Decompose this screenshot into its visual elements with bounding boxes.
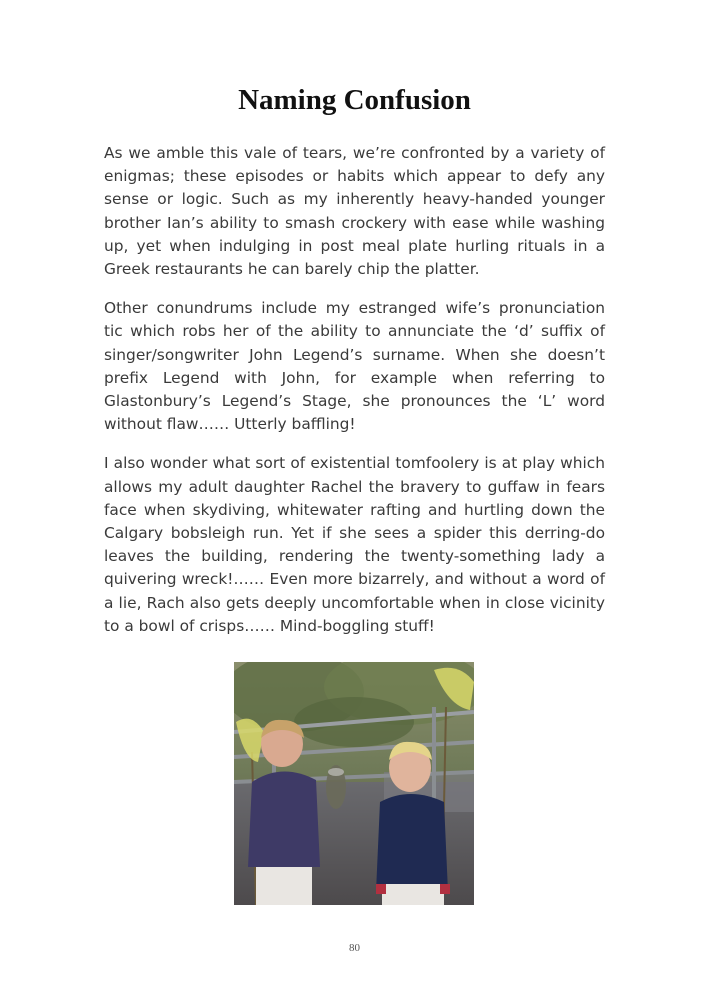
paragraph-2: Other conundrums include my estranged wife’s pronunciation tic which robs her of the ability to annunciate the ‘d’ suffix of singer/songwriter John Legend’s surname. When she doesn’t prefix Legend with John, for example when referring to Glastonbury’s Legend’s Stage, she pronounces the ‘L’ word without flaw…… Utterly baffling!	[104, 299, 605, 434]
page-title: Naming Confusion	[238, 84, 471, 116]
paragraph-1: As we amble this vale of tears, we’re confronted by a variety of enigmas; these episodes or habits which appear to defy any sense or logic. Such as my inherently heavy-handed younger brother Ian’s ability to smash crockery with ease while washing up, yet when indulging in post meal plate hurling rituals in a Greek restaurants he can barely chip the platter.	[104, 144, 605, 279]
page-number: 80	[349, 942, 360, 954]
photo-two-boys-with-fishing-nets	[234, 662, 474, 905]
paragraph-3: I also wonder what sort of existential tomfoolery is at play which allows my adult daughter Rachel the bravery to guffaw in fears face when skydiving, whitewater rafting and hurtling down the Calgary bobsleigh run. Yet if she sees a spider this derring-do leaves the building, rendering the twenty-something lady a quivering wreck!…… Even more bizarrely, and without a word of a lie, Rach also gets deeply uncomfortable when in close vicinity to a bowl of crisps…… Mind-boggling stuff!	[104, 454, 605, 635]
body-text	[104, 142, 605, 654]
